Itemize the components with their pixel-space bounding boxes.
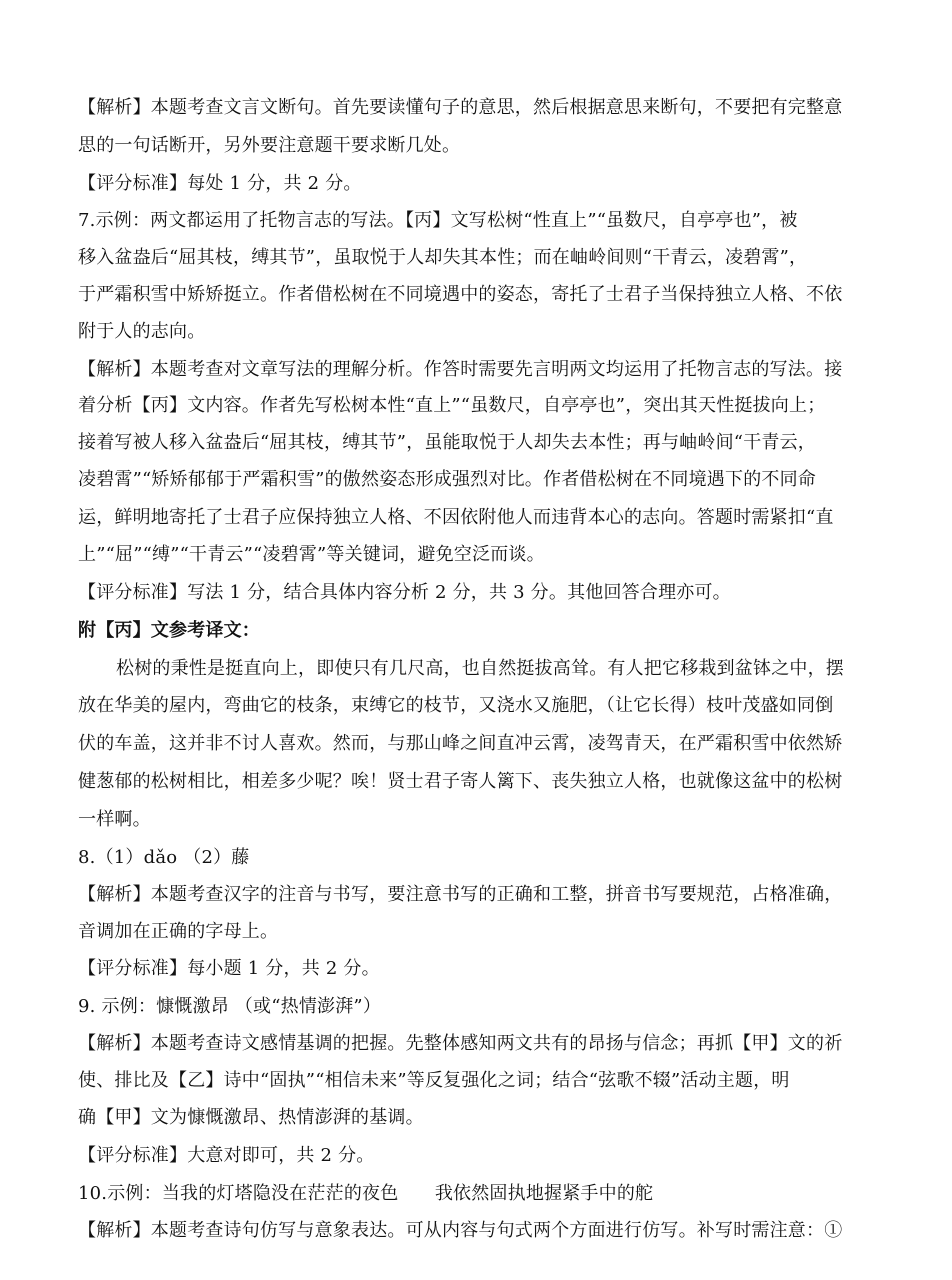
text-line: 放在华美的屋内，弯曲它的枝条，束缚它的枝节，又浇水又施肥，（让它长得）枝叶茂盛如同倒 [78, 695, 834, 716]
text-line: 【评分标准】写法 1 分，结合具体内容分析 2 分，共 3 分。其他回答合理亦可。 [78, 582, 731, 603]
text-line: 使、排比及【乙】诗中“固执”“相信未来”等反复强化之词；结合“弦歌不辍”活动主题，明 [78, 1070, 790, 1091]
text-line: 【解析】本题考查汉字的注音与书写，要注意书写的正确和工整，拼音书写要规范，占格准确， [78, 884, 843, 905]
text-line: 运，鲜明地寄托了士君子应保持独立人格、不因依附他人而违背本心的志向。答题时需紧扣“直 [78, 507, 834, 528]
text-line: 附于人的志向。 [78, 321, 206, 342]
text-line: 确【甲】文为慷慨激昂、热情澎湃的基调。 [78, 1107, 424, 1128]
text-line: 【解析】本题考查对文章写法的理解分析。作答时需要先言明两文均运用了托物言志的写法。接 [78, 359, 843, 380]
text-line: 于严霜积雪中矫矫挺立。作者借松树在不同境遇中的姿态，寄托了士君子当保持独立人格、不依 [78, 284, 843, 305]
text-line: 思的一句话断开，另外要注意题干要求断几处。 [78, 135, 461, 156]
text-line: 【评分标准】每小题 1 分，共 2 分。 [78, 958, 380, 979]
text-line: 上”“屈”“缚”“干青云”“凌碧霄”等关键词，避免空泛而谈。 [78, 544, 545, 565]
text-line: 音调加在正确的字母上。 [78, 921, 279, 942]
section-heading: 附【丙】文参考译文： [78, 620, 260, 641]
text-line: 松树的秉性是挺直向上，即使只有几尺高，也自然挺拔高耸。有人把它移栽到盆钵之中，摆 [116, 658, 844, 679]
text-line: 凌碧霄”“矫矫郁郁于严霜积雪”的傲然姿态形成强烈对比。作者借松树在不同境遇下的不同命 [78, 469, 817, 490]
text-line: 伏的车盖，这并非不讨人喜欢。然而，与那山峰之间直冲云霄，凌驾青天，在严霜积雪中依然矫 [78, 733, 843, 754]
text-line: 【解析】本题考查诗句仿写与意象表达。可从内容与句式两个方面进行仿写。补写时需注意：① [78, 1220, 843, 1241]
text-line: 9. 示例：慷慨激昂 （或“热情澎湃”） [78, 996, 382, 1017]
text-line: 健葱郁的松树相比，相差多少呢？唉！贤士君子寄人篱下、丧失独立人格，也就像这盆中的松树 [78, 771, 843, 792]
text-line: 接着写被人移入盆盎后“屈其枝，缚其节”，虽能取悦于人却失去本性；再与岫岭间“干青云， [78, 432, 817, 453]
text-line: 10.示例：当我的灯塔隐没在茫茫的夜色 我依然固执地握紧手中的舵 [78, 1183, 654, 1204]
text-line: 【评分标准】每处 1 分，共 2 分。 [78, 173, 362, 194]
text-line: 移入盆盎后“屈其枝，缚其节”，虽取悦于人却失其本性；而在岫岭间则“干青云，凌碧霄”， [78, 247, 808, 268]
text-line: 7.示例：两文都运用了托物言志的写法。【丙】文写松树“性直上”“虽数尺，自亭亭也”，被 [78, 210, 798, 231]
text-line: 着分析【丙】文内容。作者先写松树本性“直上”“虽数尺，自亭亭也”，突出其天性挺拔向上； [78, 395, 826, 416]
text-line: 【解析】本题考查文言文断句。首先要读懂句子的意思，然后根据意思来断句，不要把有完整意 [78, 97, 843, 118]
text-line: 【解析】本题考查诗文感情基调的把握。先整体感知两文共有的昂扬与信念；再抓【甲】文的祈 [78, 1033, 843, 1054]
text-line: 8.（1）dǎo （2）藤 [78, 847, 250, 868]
text-line: 【评分标准】大意对即可，共 2 分。 [78, 1145, 375, 1166]
text-line: 一样啊。 [78, 809, 151, 830]
